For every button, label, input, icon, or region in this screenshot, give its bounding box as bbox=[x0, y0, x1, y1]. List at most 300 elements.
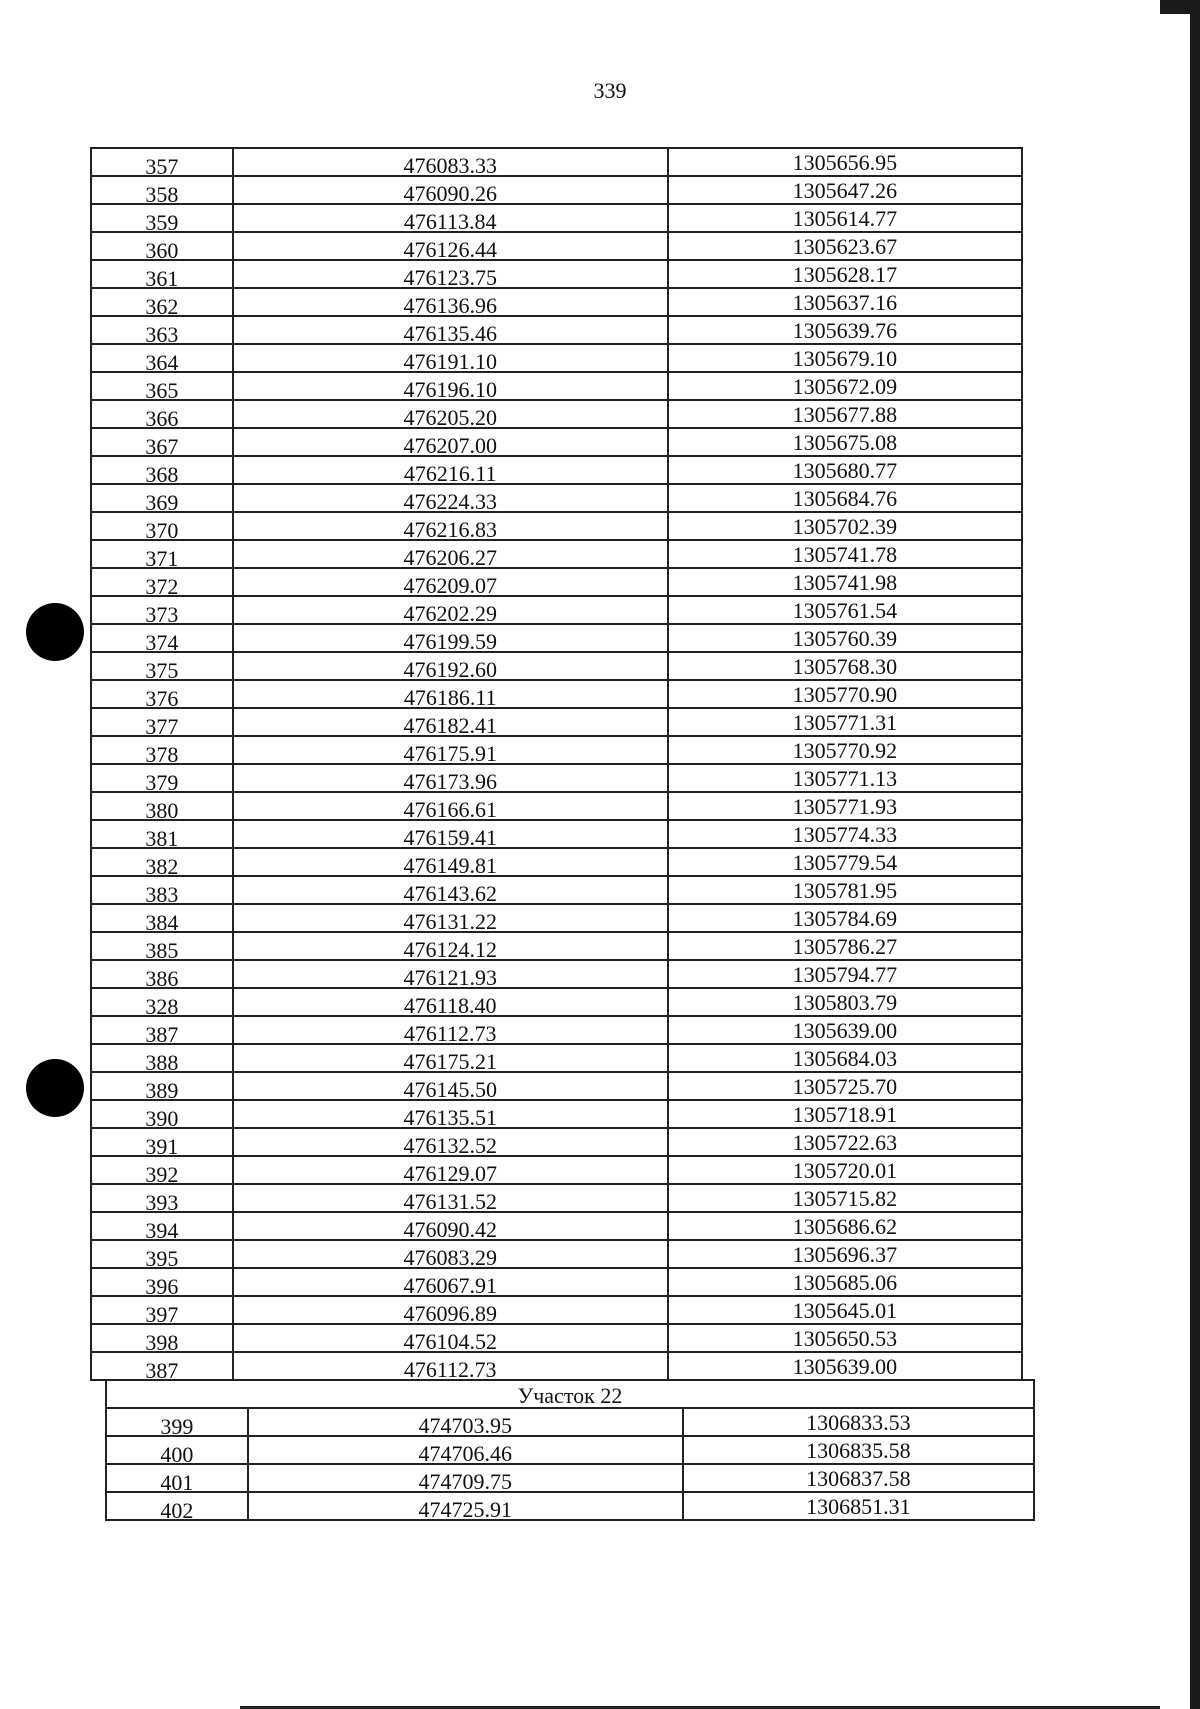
point-number-cell bbox=[106, 1492, 248, 1523]
table-row bbox=[91, 1128, 1022, 1156]
y-coordinate-text: 1305680.77 bbox=[792, 458, 898, 483]
y-coordinate-text: 1305760.39 bbox=[792, 626, 898, 651]
point-number-cell bbox=[91, 792, 233, 823]
x-coordinate-text: 476083.33 bbox=[403, 153, 497, 178]
x-coordinate-cell bbox=[233, 1156, 668, 1184]
y-coordinate-cell bbox=[668, 372, 1022, 400]
point-number-cell bbox=[91, 512, 233, 543]
point-number-cell bbox=[91, 708, 233, 739]
point-number-cell bbox=[91, 316, 233, 347]
table-row bbox=[91, 680, 1022, 708]
x-coordinate-text: 476196.10 bbox=[403, 377, 497, 402]
y-coordinate-cell bbox=[668, 456, 1022, 484]
point-number-text: 364 bbox=[145, 350, 179, 375]
x-coordinate-cell bbox=[233, 260, 668, 288]
point-number-cell bbox=[91, 372, 233, 403]
table-row bbox=[91, 904, 1022, 932]
point-number-text: 381 bbox=[145, 826, 179, 851]
x-coordinate-cell bbox=[233, 232, 668, 260]
y-coordinate-text: 1305628.17 bbox=[792, 262, 898, 287]
table-row bbox=[91, 344, 1022, 372]
y-coordinate-text: 1306837.58 bbox=[806, 1466, 911, 1491]
y-coordinate-text: 1305696.37 bbox=[792, 1242, 898, 1267]
y-coordinate-cell bbox=[668, 960, 1022, 988]
x-coordinate-text: 476216.83 bbox=[403, 517, 497, 542]
x-coordinate-cell bbox=[233, 428, 668, 456]
point-number-text: 397 bbox=[145, 1302, 179, 1327]
x-coordinate-text: 476205.20 bbox=[403, 405, 497, 430]
x-coordinate-text: 474709.75 bbox=[418, 1469, 512, 1494]
y-coordinate-text: 1305650.53 bbox=[792, 1326, 898, 1351]
y-coordinate-cell bbox=[668, 428, 1022, 456]
y-coordinate-cell bbox=[668, 1296, 1022, 1324]
x-coordinate-text: 476216.11 bbox=[403, 461, 497, 486]
point-number-text: 388 bbox=[145, 1050, 179, 1075]
point-number-text: 377 bbox=[145, 714, 179, 739]
x-coordinate-cell bbox=[233, 904, 668, 932]
point-number-cell bbox=[91, 1016, 233, 1047]
x-coordinate-cell bbox=[233, 960, 668, 988]
point-number-text: 400 bbox=[160, 1442, 194, 1467]
point-number-cell bbox=[91, 1184, 233, 1215]
table-row bbox=[91, 1324, 1022, 1352]
point-number-cell bbox=[91, 624, 233, 655]
x-coordinate-cell bbox=[233, 932, 668, 960]
x-coordinate-cell bbox=[233, 792, 668, 820]
point-number-text: 379 bbox=[145, 770, 179, 795]
point-number-cell bbox=[91, 344, 233, 375]
x-coordinate-text: 476126.44 bbox=[403, 237, 497, 262]
y-coordinate-text: 1305722.63 bbox=[792, 1130, 898, 1155]
point-number-text: 391 bbox=[145, 1134, 179, 1159]
point-number-text: 389 bbox=[145, 1078, 179, 1103]
y-coordinate-text: 1305803.79 bbox=[792, 990, 898, 1015]
x-coordinate-cell bbox=[233, 848, 668, 876]
scan-edge-corner bbox=[1160, 0, 1200, 14]
point-number-cell bbox=[91, 148, 233, 179]
x-coordinate-cell bbox=[233, 288, 668, 316]
section-title: Участок 22 bbox=[106, 1380, 1034, 1408]
point-number-cell bbox=[91, 680, 233, 711]
table-row bbox=[106, 1492, 1034, 1520]
table-row bbox=[91, 176, 1022, 204]
y-coordinate-cell bbox=[668, 540, 1022, 568]
table-row bbox=[91, 820, 1022, 848]
x-coordinate-cell bbox=[233, 568, 668, 596]
x-coordinate-cell bbox=[233, 316, 668, 344]
y-coordinate-text: 1305741.98 bbox=[792, 570, 898, 595]
y-coordinate-text: 1305639.76 bbox=[792, 318, 898, 343]
y-coordinate-cell bbox=[668, 316, 1022, 344]
x-coordinate-text: 474703.95 bbox=[418, 1413, 512, 1438]
point-number-text: 383 bbox=[145, 882, 179, 907]
y-coordinate-cell bbox=[668, 1240, 1022, 1268]
point-number-text: 362 bbox=[145, 294, 179, 319]
point-number-cell bbox=[91, 1156, 233, 1187]
y-coordinate-text: 1305761.54 bbox=[792, 598, 898, 623]
y-coordinate-cell bbox=[668, 260, 1022, 288]
y-coordinate-cell bbox=[668, 1016, 1022, 1044]
x-coordinate-text: 476104.52 bbox=[403, 1329, 497, 1354]
y-coordinate-text: 1305768.30 bbox=[792, 654, 898, 679]
point-number-text: 328 bbox=[145, 994, 179, 1019]
x-coordinate-cell bbox=[233, 736, 668, 764]
x-coordinate-text: 476135.46 bbox=[403, 321, 497, 346]
table-row bbox=[91, 1184, 1022, 1212]
x-coordinate-text: 476090.26 bbox=[403, 181, 497, 206]
punch-hole bbox=[26, 1059, 84, 1117]
x-coordinate-cell bbox=[233, 1072, 668, 1100]
y-coordinate-text: 1305770.90 bbox=[792, 682, 898, 707]
coordinates-table-body bbox=[106, 1380, 1034, 1523]
point-number-cell bbox=[91, 1268, 233, 1299]
point-number-text: 398 bbox=[145, 1330, 179, 1355]
x-coordinate-cell bbox=[233, 512, 668, 540]
coordinates-table bbox=[90, 147, 1023, 1381]
y-coordinate-text: 1305675.08 bbox=[792, 430, 898, 455]
table-row bbox=[91, 792, 1022, 820]
y-coordinate-cell bbox=[668, 932, 1022, 960]
x-coordinate-text: 476135.51 bbox=[403, 1105, 497, 1130]
x-coordinate-text: 476182.41 bbox=[403, 713, 497, 738]
x-coordinate-cell bbox=[233, 988, 668, 1016]
point-number-cell bbox=[91, 1324, 233, 1355]
y-coordinate-cell bbox=[683, 1436, 1034, 1464]
x-coordinate-text: 476124.12 bbox=[403, 937, 497, 962]
table-row bbox=[91, 540, 1022, 568]
y-coordinate-text: 1305770.92 bbox=[792, 738, 898, 763]
y-coordinate-text: 1306851.31 bbox=[806, 1494, 911, 1519]
table-row bbox=[91, 1352, 1022, 1380]
y-coordinate-text: 1305715.82 bbox=[792, 1186, 898, 1211]
table-row bbox=[91, 428, 1022, 456]
x-coordinate-cell bbox=[233, 1324, 668, 1352]
y-coordinate-text: 1306833.53 bbox=[806, 1410, 911, 1435]
x-coordinate-cell bbox=[233, 344, 668, 372]
point-number-cell bbox=[91, 1212, 233, 1243]
coordinates-table-section-22 bbox=[105, 1379, 1035, 1521]
table-row bbox=[91, 148, 1022, 176]
y-coordinate-cell bbox=[668, 1184, 1022, 1212]
x-coordinate-cell bbox=[233, 456, 668, 484]
point-number-cell bbox=[91, 848, 233, 879]
x-coordinate-cell bbox=[233, 596, 668, 624]
table-row bbox=[91, 988, 1022, 1016]
y-coordinate-cell bbox=[668, 568, 1022, 596]
point-number-cell bbox=[91, 1072, 233, 1103]
scan-edge bbox=[1190, 0, 1200, 1709]
x-coordinate-text: 476112.73 bbox=[403, 1021, 497, 1046]
y-coordinate-cell bbox=[683, 1464, 1034, 1492]
x-coordinate-cell bbox=[248, 1492, 683, 1520]
x-coordinate-cell bbox=[233, 1212, 668, 1240]
point-number-text: 378 bbox=[145, 742, 179, 767]
x-coordinate-cell bbox=[248, 1408, 683, 1436]
point-number-cell bbox=[91, 428, 233, 459]
point-number-text: 371 bbox=[145, 546, 179, 571]
table-row bbox=[91, 932, 1022, 960]
y-coordinate-cell bbox=[668, 596, 1022, 624]
y-coordinate-text: 1305679.10 bbox=[792, 346, 898, 371]
x-coordinate-text: 476159.41 bbox=[403, 825, 497, 850]
table-row bbox=[91, 1044, 1022, 1072]
point-number-text: 385 bbox=[145, 938, 179, 963]
x-coordinate-text: 476206.27 bbox=[403, 545, 497, 570]
x-coordinate-text: 476131.52 bbox=[403, 1189, 497, 1214]
y-coordinate-cell bbox=[668, 512, 1022, 540]
x-coordinate-cell bbox=[233, 1352, 668, 1380]
table-row bbox=[91, 204, 1022, 232]
y-coordinate-cell bbox=[668, 1100, 1022, 1128]
x-coordinate-text: 476083.29 bbox=[403, 1245, 497, 1270]
y-coordinate-text: 1305686.62 bbox=[792, 1214, 898, 1239]
table-row bbox=[91, 624, 1022, 652]
table-row bbox=[91, 288, 1022, 316]
table-row bbox=[106, 1464, 1034, 1492]
point-number-text: 393 bbox=[145, 1190, 179, 1215]
table-row bbox=[91, 1268, 1022, 1296]
table-row bbox=[91, 372, 1022, 400]
table-row bbox=[91, 1100, 1022, 1128]
table-row bbox=[91, 652, 1022, 680]
y-coordinate-cell bbox=[668, 680, 1022, 708]
y-coordinate-text: 1305784.69 bbox=[792, 906, 898, 931]
x-coordinate-cell bbox=[233, 1268, 668, 1296]
point-number-cell bbox=[91, 596, 233, 627]
page-number: 339 bbox=[593, 78, 627, 103]
y-coordinate-text: 1306835.58 bbox=[806, 1438, 911, 1463]
x-coordinate-cell bbox=[233, 1016, 668, 1044]
x-coordinate-cell bbox=[233, 680, 668, 708]
y-coordinate-cell bbox=[668, 848, 1022, 876]
y-coordinate-text: 1305684.03 bbox=[792, 1046, 898, 1071]
x-coordinate-cell bbox=[233, 148, 668, 176]
point-number-text: 369 bbox=[145, 490, 179, 515]
x-coordinate-cell bbox=[233, 176, 668, 204]
point-number-text: 402 bbox=[160, 1498, 194, 1523]
point-number-cell bbox=[91, 260, 233, 291]
x-coordinate-text: 476175.21 bbox=[403, 1049, 497, 1074]
x-coordinate-text: 474725.91 bbox=[418, 1497, 512, 1522]
y-coordinate-text: 1305741.78 bbox=[792, 542, 898, 567]
x-coordinate-text: 476173.96 bbox=[403, 769, 497, 794]
point-number-text: 401 bbox=[160, 1470, 194, 1495]
x-coordinate-text: 476112.73 bbox=[403, 1357, 497, 1382]
y-coordinate-cell bbox=[668, 344, 1022, 372]
x-coordinate-text: 476207.00 bbox=[403, 433, 497, 458]
coordinates-table-body bbox=[91, 148, 1022, 1383]
x-coordinate-cell bbox=[233, 820, 668, 848]
table-row bbox=[91, 596, 1022, 624]
x-coordinate-text: 476132.52 bbox=[403, 1133, 497, 1158]
point-number-text: 386 bbox=[145, 966, 179, 991]
point-number-text: 376 bbox=[145, 686, 179, 711]
table-row bbox=[91, 316, 1022, 344]
y-coordinate-cell bbox=[668, 792, 1022, 820]
y-coordinate-text: 1305725.70 bbox=[792, 1074, 898, 1099]
y-coordinate-text: 1305684.76 bbox=[792, 486, 898, 511]
point-number-cell bbox=[91, 568, 233, 599]
y-coordinate-text: 1305672.09 bbox=[792, 374, 898, 399]
table-row bbox=[91, 848, 1022, 876]
x-coordinate-cell bbox=[233, 1100, 668, 1128]
y-coordinate-text: 1305639.00 bbox=[792, 1354, 898, 1379]
point-number-text: 365 bbox=[145, 378, 179, 403]
point-number-text: 366 bbox=[145, 406, 179, 431]
point-number-cell bbox=[91, 652, 233, 683]
y-coordinate-cell bbox=[668, 1352, 1022, 1380]
y-coordinate-cell bbox=[668, 1044, 1022, 1072]
point-number-cell bbox=[91, 232, 233, 263]
table-row bbox=[91, 232, 1022, 260]
y-coordinate-text: 1305771.13 bbox=[792, 766, 898, 791]
point-number-text: 396 bbox=[145, 1274, 179, 1299]
point-number-cell bbox=[91, 736, 233, 767]
y-coordinate-text: 1305623.67 bbox=[792, 234, 898, 259]
table-row bbox=[91, 1072, 1022, 1100]
table-row bbox=[91, 764, 1022, 792]
point-number-cell bbox=[91, 176, 233, 207]
point-number-text: 392 bbox=[145, 1162, 179, 1187]
point-number-text: 370 bbox=[145, 518, 179, 543]
x-coordinate-cell bbox=[233, 204, 668, 232]
y-coordinate-cell bbox=[668, 820, 1022, 848]
y-coordinate-cell bbox=[668, 736, 1022, 764]
y-coordinate-cell bbox=[668, 876, 1022, 904]
table-row bbox=[91, 960, 1022, 988]
x-coordinate-cell bbox=[233, 1184, 668, 1212]
y-coordinate-cell bbox=[668, 484, 1022, 512]
y-coordinate-cell bbox=[683, 1408, 1034, 1436]
point-number-cell bbox=[91, 1128, 233, 1159]
point-number-cell bbox=[91, 204, 233, 235]
y-coordinate-text: 1305718.91 bbox=[792, 1102, 898, 1127]
point-number-cell bbox=[91, 904, 233, 935]
point-number-cell bbox=[91, 484, 233, 515]
y-coordinate-text: 1305677.88 bbox=[792, 402, 898, 427]
y-coordinate-cell bbox=[668, 204, 1022, 232]
point-number-cell bbox=[91, 1240, 233, 1271]
table-row bbox=[91, 400, 1022, 428]
table-row bbox=[91, 512, 1022, 540]
point-number-cell bbox=[91, 1044, 233, 1075]
y-coordinate-text: 1305771.93 bbox=[792, 794, 898, 819]
point-number-cell bbox=[106, 1408, 248, 1439]
point-number-text: 357 bbox=[145, 154, 179, 179]
x-coordinate-text: 476166.61 bbox=[403, 797, 497, 822]
table-row bbox=[91, 1212, 1022, 1240]
table-row bbox=[91, 1296, 1022, 1324]
y-coordinate-text: 1305645.01 bbox=[792, 1298, 898, 1323]
x-coordinate-text: 476129.07 bbox=[403, 1161, 497, 1186]
x-coordinate-cell bbox=[233, 372, 668, 400]
x-coordinate-text: 476131.22 bbox=[403, 909, 497, 934]
point-number-text: 387 bbox=[145, 1022, 179, 1047]
x-coordinate-text: 476186.11 bbox=[403, 685, 497, 710]
x-coordinate-text: 476143.62 bbox=[403, 881, 497, 906]
point-number-cell bbox=[91, 960, 233, 991]
table-row bbox=[91, 1240, 1022, 1268]
table-row bbox=[91, 708, 1022, 736]
point-number-text: 390 bbox=[145, 1106, 179, 1131]
point-number-text: 387 bbox=[145, 1358, 179, 1383]
table-row bbox=[91, 484, 1022, 512]
point-number-text: 361 bbox=[145, 266, 179, 291]
y-coordinate-text: 1305771.31 bbox=[792, 710, 898, 735]
y-coordinate-text: 1305786.27 bbox=[792, 934, 898, 959]
point-number-cell bbox=[91, 540, 233, 571]
point-number-text: 374 bbox=[145, 630, 179, 655]
x-coordinate-text: 476145.50 bbox=[403, 1077, 497, 1102]
x-coordinate-cell bbox=[233, 1296, 668, 1324]
y-coordinate-text: 1305702.39 bbox=[792, 514, 898, 539]
y-coordinate-cell bbox=[668, 176, 1022, 204]
x-coordinate-cell bbox=[233, 708, 668, 736]
x-coordinate-text: 476121.93 bbox=[403, 965, 497, 990]
x-coordinate-text: 476123.75 bbox=[403, 265, 497, 290]
x-coordinate-text: 476224.33 bbox=[403, 489, 497, 514]
point-number-text: 358 bbox=[145, 182, 179, 207]
point-number-cell bbox=[91, 400, 233, 431]
x-coordinate-cell bbox=[233, 1240, 668, 1268]
y-coordinate-cell bbox=[668, 904, 1022, 932]
y-coordinate-cell bbox=[668, 1212, 1022, 1240]
y-coordinate-text: 1305637.16 bbox=[792, 290, 898, 315]
table-row bbox=[91, 568, 1022, 596]
table-row bbox=[106, 1436, 1034, 1464]
point-number-text: 372 bbox=[145, 574, 179, 599]
y-coordinate-text: 1305779.54 bbox=[792, 850, 898, 875]
point-number-text: 363 bbox=[145, 322, 179, 347]
x-coordinate-text: 476136.96 bbox=[403, 293, 497, 318]
table-row bbox=[91, 736, 1022, 764]
table-row bbox=[91, 1156, 1022, 1184]
section-row bbox=[106, 1380, 1034, 1408]
y-coordinate-cell bbox=[668, 1268, 1022, 1296]
point-number-text: 394 bbox=[145, 1218, 179, 1243]
x-coordinate-cell bbox=[233, 1044, 668, 1072]
x-coordinate-cell bbox=[233, 764, 668, 792]
punch-hole bbox=[26, 603, 84, 661]
x-coordinate-text: 476113.84 bbox=[403, 209, 497, 234]
table-row bbox=[91, 1016, 1022, 1044]
table-row bbox=[106, 1408, 1034, 1436]
y-coordinate-cell bbox=[668, 652, 1022, 680]
y-coordinate-text: 1305720.01 bbox=[792, 1158, 898, 1183]
x-coordinate-cell bbox=[233, 400, 668, 428]
point-number-text: 373 bbox=[145, 602, 179, 627]
y-coordinate-cell bbox=[668, 1072, 1022, 1100]
y-coordinate-cell bbox=[668, 400, 1022, 428]
x-coordinate-text: 476192.60 bbox=[403, 657, 497, 682]
x-coordinate-cell bbox=[233, 1128, 668, 1156]
y-coordinate-text: 1305639.00 bbox=[792, 1018, 898, 1043]
y-coordinate-text: 1305685.06 bbox=[792, 1270, 898, 1295]
point-number-text: 382 bbox=[145, 854, 179, 879]
y-coordinate-text: 1305614.77 bbox=[792, 206, 898, 231]
x-coordinate-text: 474706.46 bbox=[418, 1441, 512, 1466]
x-coordinate-text: 476118.40 bbox=[403, 993, 497, 1018]
point-number-cell bbox=[91, 764, 233, 795]
y-coordinate-cell bbox=[668, 988, 1022, 1016]
y-coordinate-text: 1305656.95 bbox=[792, 150, 898, 175]
y-coordinate-cell bbox=[668, 288, 1022, 316]
point-number-text: 367 bbox=[145, 434, 179, 459]
table-row bbox=[91, 456, 1022, 484]
x-coordinate-cell bbox=[248, 1464, 683, 1492]
point-number-text: 380 bbox=[145, 798, 179, 823]
y-coordinate-cell bbox=[668, 624, 1022, 652]
